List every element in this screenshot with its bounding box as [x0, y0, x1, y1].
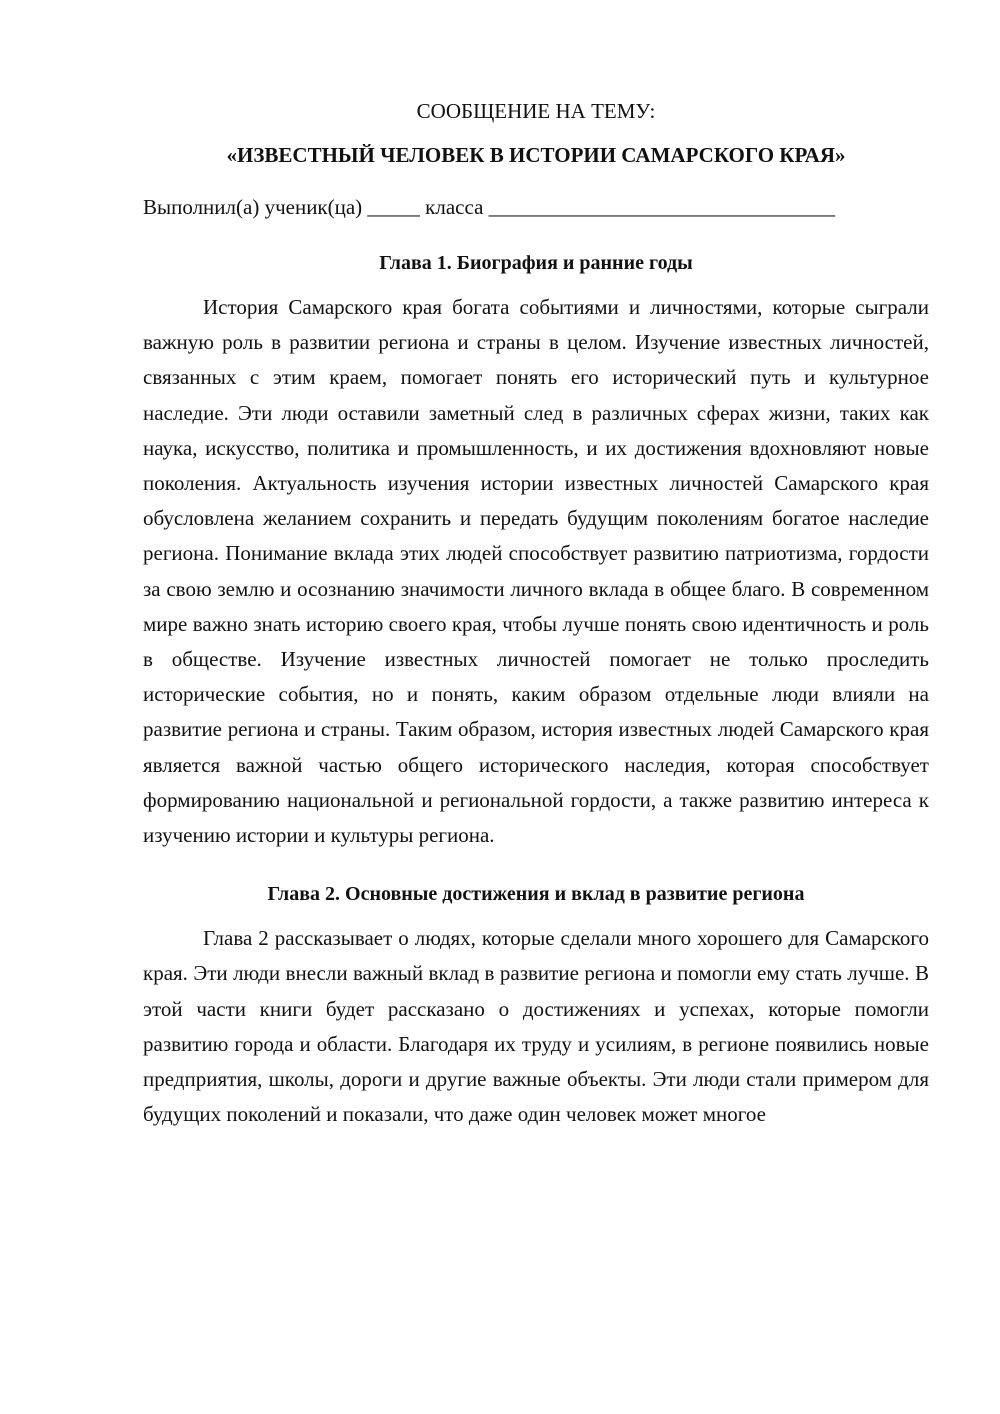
document-topic-title: «ИЗВЕСТНЫЙ ЧЕЛОВЕК В ИСТОРИИ САМАРСКОГО КРАЯ» [226, 143, 846, 167]
chapter-1-paragraph: История Самарского края богата событиями и личностями, которые сыграли важную роль в развитии региона и страны в целом. Изучение известных личностей, связанных с этим краем, помогает понять его исторический путь и культурное наследие. Эти люди оставили заметный след в различных сферах жизни, таких как наука, искусство, политика и промышленность, и их достижения вдохновляют новые поколения. Актуальность изучения истории известных личностей Самарского края обусловлена желанием сохранить и передать будущим поколениям богатое наследие региона. Понимание вклада этих людей способствует развитию патриотизма, гордости за свою землю и осознанию значимости личного вклада в общее благо. В современном мире важно знать историю своего края, чтобы лучше понять свою идентичность и роль в обществе. Изучение известных личностей помогает не только проследить исторические события, но и понять, каким образом отдельные люди влияли на развитие региона и страны. Таким образом, история известных людей Самарского края является важной частью общего исторического наследия, которая способствует формированию национальной и региональной гордости, а также развитию интереса к изучению истории и культуры региона. [143, 295, 929, 848]
document-heading-label: СООБЩЕНИЕ НА ТЕМУ: [416, 99, 656, 123]
chapter-2-title: Глава 2. Основные достижения и вклад в развитие региона [267, 883, 805, 906]
chapter-1-title: Глава 1. Биография и ранние годы [379, 252, 693, 274]
document-page [143, 96, 929, 1132]
chapter-2-paragraph: Глава 2 рассказывает о людях, которые сделали много хорошего для Самарского края. Эти люди внесли важный вклад в развитие региона и помогли ему стать лучше. В этой части книги будет рассказано о достижениях и успехах, которые помогли развитию города и области. Благодаря их труду и усилиям, в регионе появились новые предприятия, школы, дороги и другие важные объекты. Эти люди стали примером для будущих поколений и показали, что даже один человек может многое [143, 926, 929, 1127]
author-line: Выполнил(а) ученик(ца) _____ класса _________________________________ [143, 195, 836, 219]
